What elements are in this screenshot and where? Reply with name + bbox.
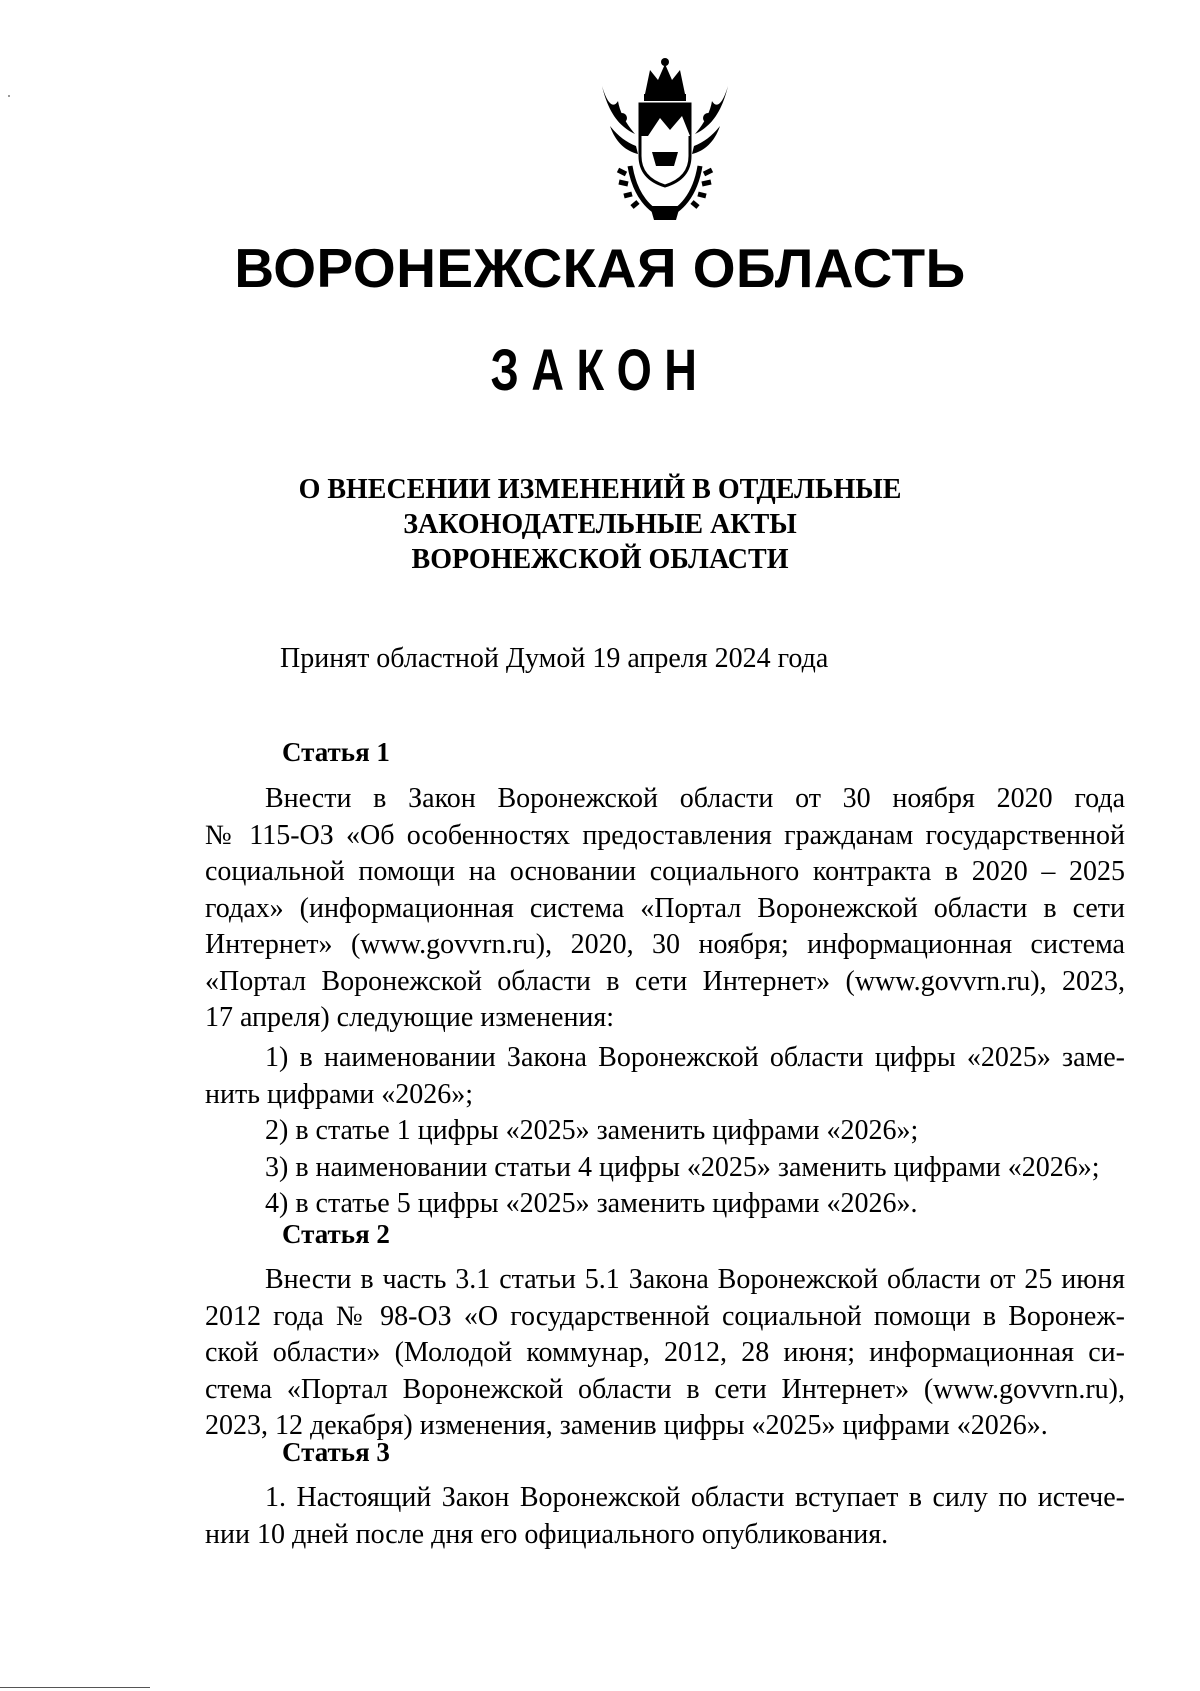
article-1-text <box>205 781 1125 1037</box>
text-line: «Портал Воронежской области в сети Интернет» (www.govvrn.ru), 2023, <box>205 965 1125 997</box>
list-item: 1) в наименовании Закона Воронежской области цифры «2025» заме- <box>265 1042 1125 1073</box>
text-line: социальной помощи на основании социального контракта в 2020 – 2025 <box>205 856 1125 887</box>
text-line: нии 10 дней после дня его официального опубликования. <box>205 1518 889 1550</box>
text-line: Внести в Закон Воронежской области от 30 ноября 2020 года <box>265 783 1125 814</box>
article-3-title: Статья 3 <box>282 1437 390 1467</box>
article-2-text <box>205 1262 1125 1445</box>
coat-of-arms-icon <box>590 56 740 226</box>
article-1-title: Статья 1 <box>282 737 390 767</box>
text-line: ской области» (Молодой коммунар, 2012, 28 июня; информационная си- <box>205 1337 1125 1368</box>
list-item: 3) в наименовании статьи 4 цифры «2025» заменить цифрами «2026»; <box>265 1151 1100 1183</box>
text-line: годах» (информационная система «Портал Воронежской области в сети <box>205 892 1125 924</box>
text-line: Внести в часть 3.1 статьи 5.1 Закона Воронежской области от 25 июня <box>265 1264 1125 1295</box>
document-type-title: ЗАКОН <box>490 338 710 403</box>
text-line: стема «Портал Воронежской области в сети Интернет» (www.govvrn.ru), <box>205 1373 1125 1405</box>
subject-line: ВОРОНЕЖСКОЙ ОБЛАСТИ <box>411 544 789 575</box>
article-1-items <box>205 1040 1125 1223</box>
adoption-note: Принят областной Думой 19 апреля 2024 года <box>280 643 829 674</box>
text-line: 2023, 12 декабря) изменения, заменив цифры «2025» цифрами «2026». <box>205 1410 1048 1441</box>
text-line: 1. Настоящий Закон Воронежской области вступает в силу по истече- <box>265 1482 1125 1513</box>
text-line: Интернет» (www.govvrn.ru), 2020, 30 ноября; информационная система <box>205 929 1125 960</box>
article-3-text <box>205 1480 1125 1553</box>
text-line: № 115-ОЗ «Об особенностях предоставления гражданам государственной <box>205 819 1125 851</box>
subject-line: ЗАКОНОДАТЕЛЬНЫЕ АКТЫ <box>403 509 797 540</box>
list-item: нить цифрами «2026»; <box>205 1078 473 1110</box>
article-2-title: Статья 2 <box>282 1219 390 1249</box>
law-subject <box>0 472 1200 577</box>
scan-edge-line <box>0 1687 150 1688</box>
text-line: 17 апреля) следующие изменения: <box>205 1002 615 1033</box>
subject-line: О ВНЕСЕНИИ ИЗМЕНЕНИЙ В ОТДЕЛЬНЫЕ <box>298 474 902 505</box>
list-item: 4) в статье 5 цифры «2025» заменить цифрами «2026». <box>265 1188 918 1219</box>
scan-artifact <box>8 95 10 97</box>
list-item: 2) в статье 1 цифры «2025» заменить цифрами «2026»; <box>265 1115 919 1146</box>
text-line: 2012 года № 98-ОЗ «О государственной социальной помощи в Воронеж- <box>205 1300 1125 1332</box>
region-title: ВОРОНЕЖСКАЯ ОБЛАСТЬ <box>234 237 966 299</box>
